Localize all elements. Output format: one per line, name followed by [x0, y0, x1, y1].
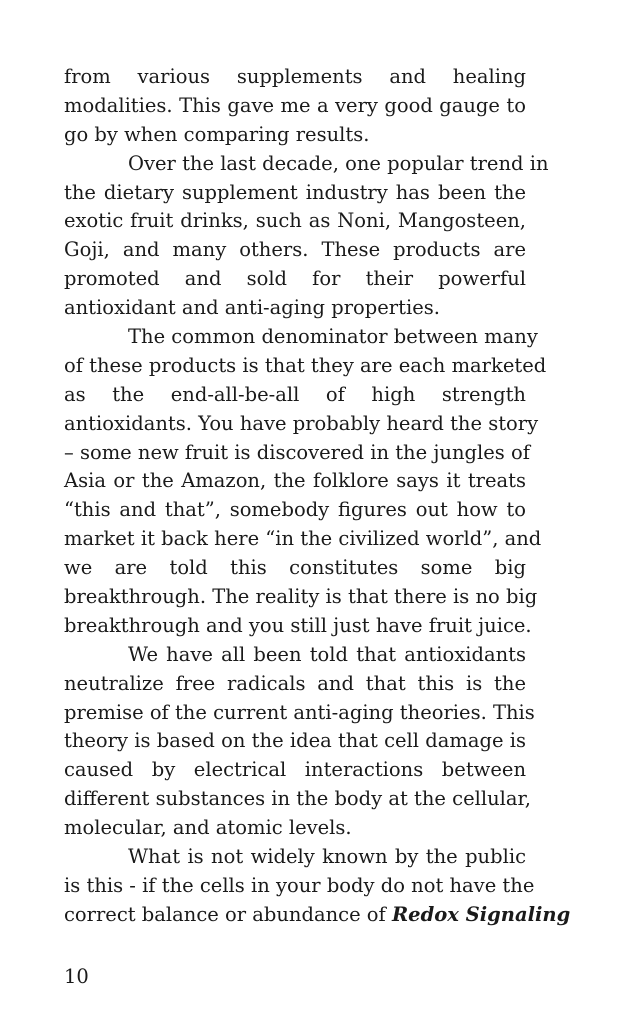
- text-line: as the end-all-be-all of high strength: [64, 382, 526, 406]
- body-text: [64, 63, 571, 930]
- text-line: go by when comparing results.: [64, 122, 370, 146]
- text-line: promoted and sold for their powerful: [64, 267, 526, 291]
- text-line: Over the last decade, one popular trend in: [128, 151, 549, 175]
- text-line: The common denominator between many: [128, 325, 538, 349]
- text-line: we are told this constitutes some big: [64, 556, 526, 580]
- text-run: correct balance or abundance of: [64, 902, 392, 926]
- text-line: Asia or the Amazon, the folklore says it treats: [64, 469, 526, 493]
- text-line: theory is based on the idea that cell damage is: [64, 729, 526, 753]
- text-line: We have all been told that antioxidants: [128, 642, 526, 666]
- text-line: molecular, and atomic levels.: [64, 816, 352, 840]
- text-line: different substances in the body at the cellular,: [64, 787, 531, 811]
- text-line: is this - if the cells in your body do not have the: [64, 873, 535, 897]
- text-line: – some new fruit is discovered in the jungles of: [64, 440, 530, 464]
- text-line: exotic fruit drinks, such as Noni, Mangosteen,: [64, 209, 526, 233]
- text-line: Goji, and many others. These products are: [64, 238, 526, 262]
- text-line: of these products is that they are each marketed: [64, 353, 547, 377]
- text-line: neutralize free radicals and that this is the: [64, 671, 526, 695]
- text-line: from various supplements and healing: [64, 65, 526, 88]
- text-line: What is not widely known by the public: [128, 845, 526, 869]
- text-line: antioxidants. You have probably heard the story: [64, 411, 539, 435]
- text-line: market it back here “in the civilized world”, and: [64, 527, 542, 551]
- text-line: antioxidant and anti-aging properties.: [64, 296, 440, 320]
- text-line: modalities. This gave me a very good gauge to: [64, 93, 526, 117]
- text-line: breakthrough. The reality is that there is no big: [64, 585, 538, 609]
- text-line: breakthrough and you still just have fruit juice.: [64, 613, 532, 637]
- text-line: premise of the current anti-aging theories. This: [64, 700, 535, 724]
- text-line: the dietary supplement industry has been the: [64, 180, 526, 204]
- text-line: caused by electrical interactions between: [64, 758, 526, 782]
- emphasis-text: Redox Signaling: [391, 902, 571, 926]
- page-number: 10: [64, 965, 89, 988]
- text-line-with-emphasis: [64, 901, 571, 930]
- text-line: “this and that”, somebody figures out how to: [64, 498, 526, 522]
